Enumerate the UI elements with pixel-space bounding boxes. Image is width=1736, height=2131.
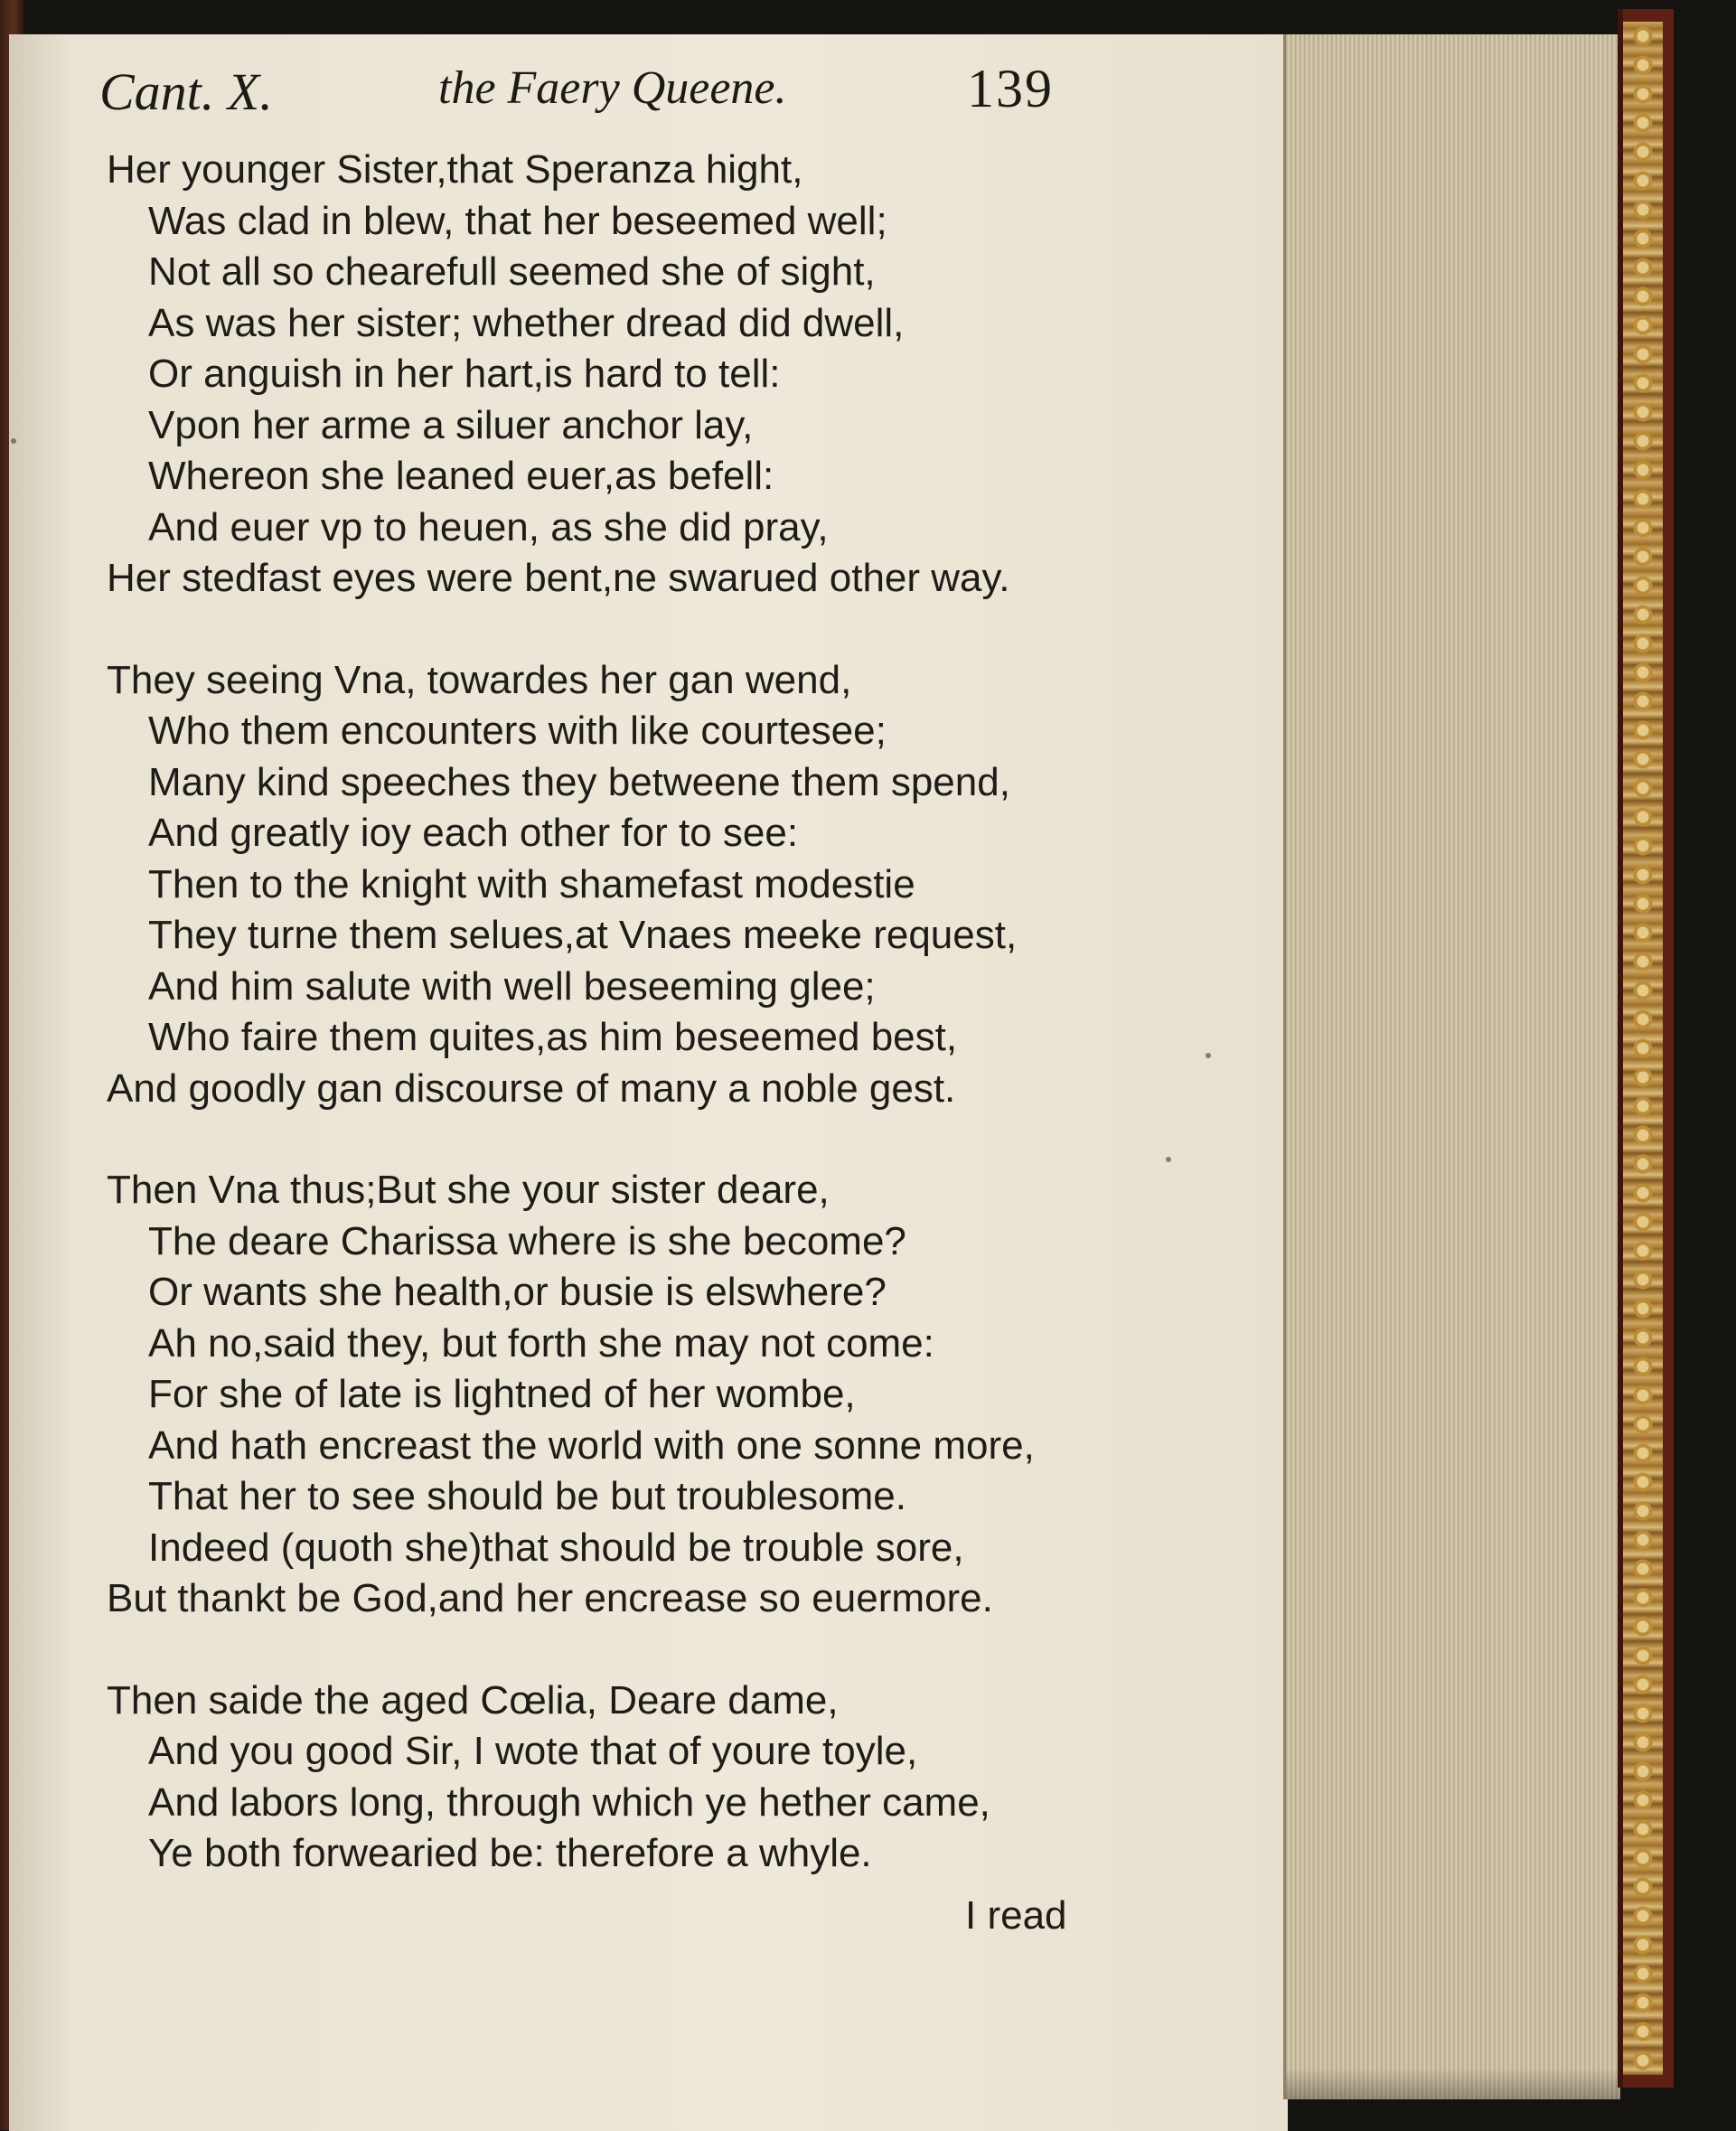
verse-line: And euer vp to heuen, as she did pray, xyxy=(148,504,829,549)
verse-line: For she of late is lightned of her wombe, xyxy=(148,1372,856,1416)
stanza xyxy=(107,655,1101,1115)
verse-line: The deare Charissa where is she become? xyxy=(148,1218,906,1263)
paper-speck xyxy=(1166,1157,1171,1162)
paper-speck xyxy=(11,438,16,444)
stanza xyxy=(107,1676,1101,1880)
verse-line: But thankt be God,and her encrease so euermore. xyxy=(107,1576,993,1620)
verse-line: Vpon her arme a siluer anchor lay, xyxy=(148,402,754,447)
verse-line: Then Vna thus;But she your sister deare, xyxy=(107,1168,830,1212)
verse-line: Or anguish in her hart,is hard to tell: xyxy=(148,352,781,396)
verse-line: Whereon she leaned euer,as befell: xyxy=(148,454,774,498)
stanza xyxy=(107,145,1101,605)
paper-speck xyxy=(1206,1053,1211,1058)
verse-line: Her younger Sister,that Speranza hight, xyxy=(107,147,803,192)
verse-line: Then to the knight with shamefast modestie xyxy=(148,861,915,906)
verse-line: And goodly gan discourse of many a noble gest. xyxy=(107,1066,956,1111)
verse-line: Or wants she health,or busie is elswhere? xyxy=(148,1270,887,1314)
verse-line: And labors long, through which ye hether came, xyxy=(148,1779,990,1825)
verse-line: They turne them selues,at Vnaes meeke request, xyxy=(148,913,1018,957)
verse-line: Ah no,said they, but forth she may not come: xyxy=(148,1320,934,1366)
poem-text xyxy=(107,145,1101,1930)
stanza xyxy=(107,1165,1101,1625)
verse-line: Ye both forwearied be: therefore a whyle. xyxy=(148,1831,872,1875)
verse-line: Many kind speeches they betweene them spend, xyxy=(148,759,1010,804)
verse-line: Then saide the aged Cœlia, Deare dame, xyxy=(107,1677,839,1723)
gilt-tooling xyxy=(1623,22,1663,2075)
page-edges xyxy=(1283,34,1620,2099)
verse-line: And greatly ioy each other for to see: xyxy=(148,811,799,855)
verse-line: And you good Sir, I wote that of youre toyle, xyxy=(148,1729,918,1773)
verse-line: That her to see should be but troublesome. xyxy=(148,1474,906,1518)
verse-line: As was her sister; whether dread did dwell, xyxy=(148,300,905,345)
verse-line: Who them encounters with like courtesee; xyxy=(148,709,887,753)
verse-line: Her stedfast eyes were bent,ne swarued other way. xyxy=(107,556,1010,600)
catchword: I read xyxy=(965,1893,1067,1938)
page-number: 139 xyxy=(967,59,1054,118)
verse-line: Not all so chearefull seemed she of sight, xyxy=(148,249,876,294)
verse-line: And hath encreast the world with one sonne more, xyxy=(148,1422,1035,1468)
running-head xyxy=(99,52,1075,134)
verse-line: They seeing Vna, towardes her gan wend, xyxy=(107,657,852,702)
verse-line: Who faire them quites,as him beseemed best, xyxy=(148,1015,958,1059)
verse-line: Was clad in blew, that her beseemed well; xyxy=(148,198,887,243)
running-title: the Faery Queene. xyxy=(438,62,787,114)
canto-label: Cant. X. xyxy=(99,62,273,121)
verse-line: And him salute with well beseeming glee; xyxy=(148,963,876,1009)
verse-line: Indeed (quoth she)that should be trouble sore, xyxy=(148,1525,964,1570)
